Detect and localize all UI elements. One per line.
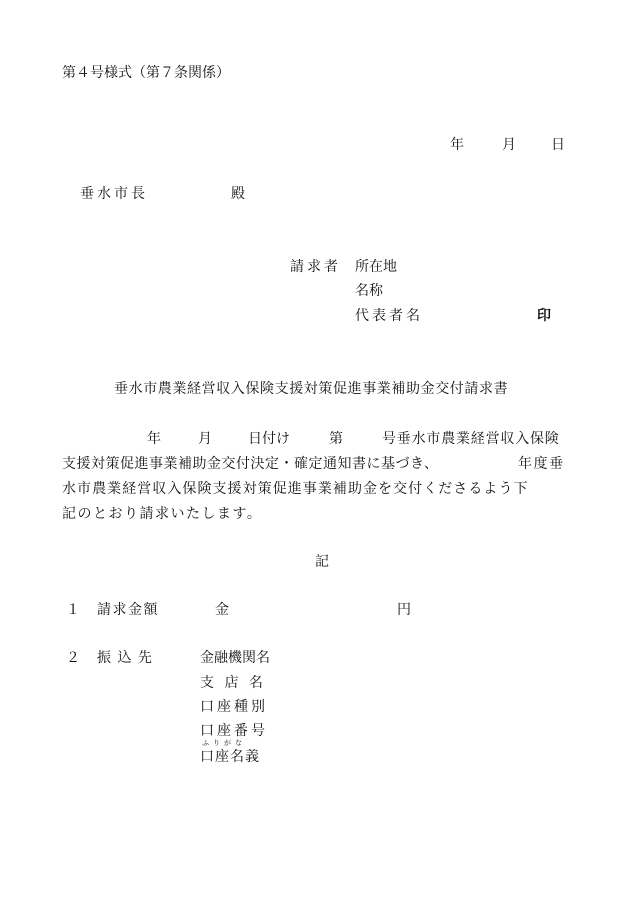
bank-name-label: 金融機関名 (200, 650, 270, 666)
date-year-label: 年 (450, 137, 464, 153)
amount-prefix: 金 (215, 602, 229, 618)
requester-address-label: 所在地 (355, 259, 397, 275)
item-number: １ (66, 602, 80, 618)
addressee-honorific: 殿 (231, 186, 245, 202)
body-year: 年 (147, 431, 161, 447)
body-line-2: 支援対策促進事業補助金交付決定・確定通知書に基づき、 (62, 456, 439, 472)
body-number-suffix: 号垂水市農業経営収入保険 (382, 431, 560, 447)
item-label: 請求金額 (97, 602, 159, 618)
amount-unit: 円 (397, 602, 411, 618)
body-number-prefix: 第 (329, 431, 343, 447)
body-line-4: 記のとおり請求いたします。 (62, 506, 263, 522)
date-month-label: 月 (502, 137, 516, 153)
account-holder-label: 口座名義 (200, 749, 260, 765)
body-day-dated: 日付け (248, 431, 290, 447)
body-month: 月 (198, 431, 212, 447)
item-label: 振 込 先 (97, 650, 153, 666)
account-holder-furigana: ふりがな (202, 739, 246, 747)
form-number: 第４号様式（第７条関係） (62, 65, 230, 81)
seal-mark: 印 (537, 308, 551, 324)
requester-representative-label: 代表者名 (355, 308, 423, 324)
account-type-label: 口座種別 (200, 699, 268, 715)
item-number: ２ (66, 650, 80, 666)
requester-label: 請求者 (290, 259, 341, 275)
body-fiscal-year-suffix: 年度垂 (518, 456, 565, 472)
date-day-label: 日 (551, 137, 565, 153)
document-title: 垂水市農業経営収入保険支援対策促進事業補助金交付請求書 (114, 381, 509, 397)
branch-name-label: 支 店 名 (200, 675, 266, 691)
body-line-3: 水市農業経営収入保険支援対策促進事業補助金を交付くださるよう下 (62, 481, 529, 497)
account-number-label: 口座番号 (200, 723, 268, 739)
requester-name-label: 名称 (355, 283, 383, 299)
addressee-name: 垂水市長 (80, 186, 148, 202)
note-heading: 記 (315, 554, 329, 570)
